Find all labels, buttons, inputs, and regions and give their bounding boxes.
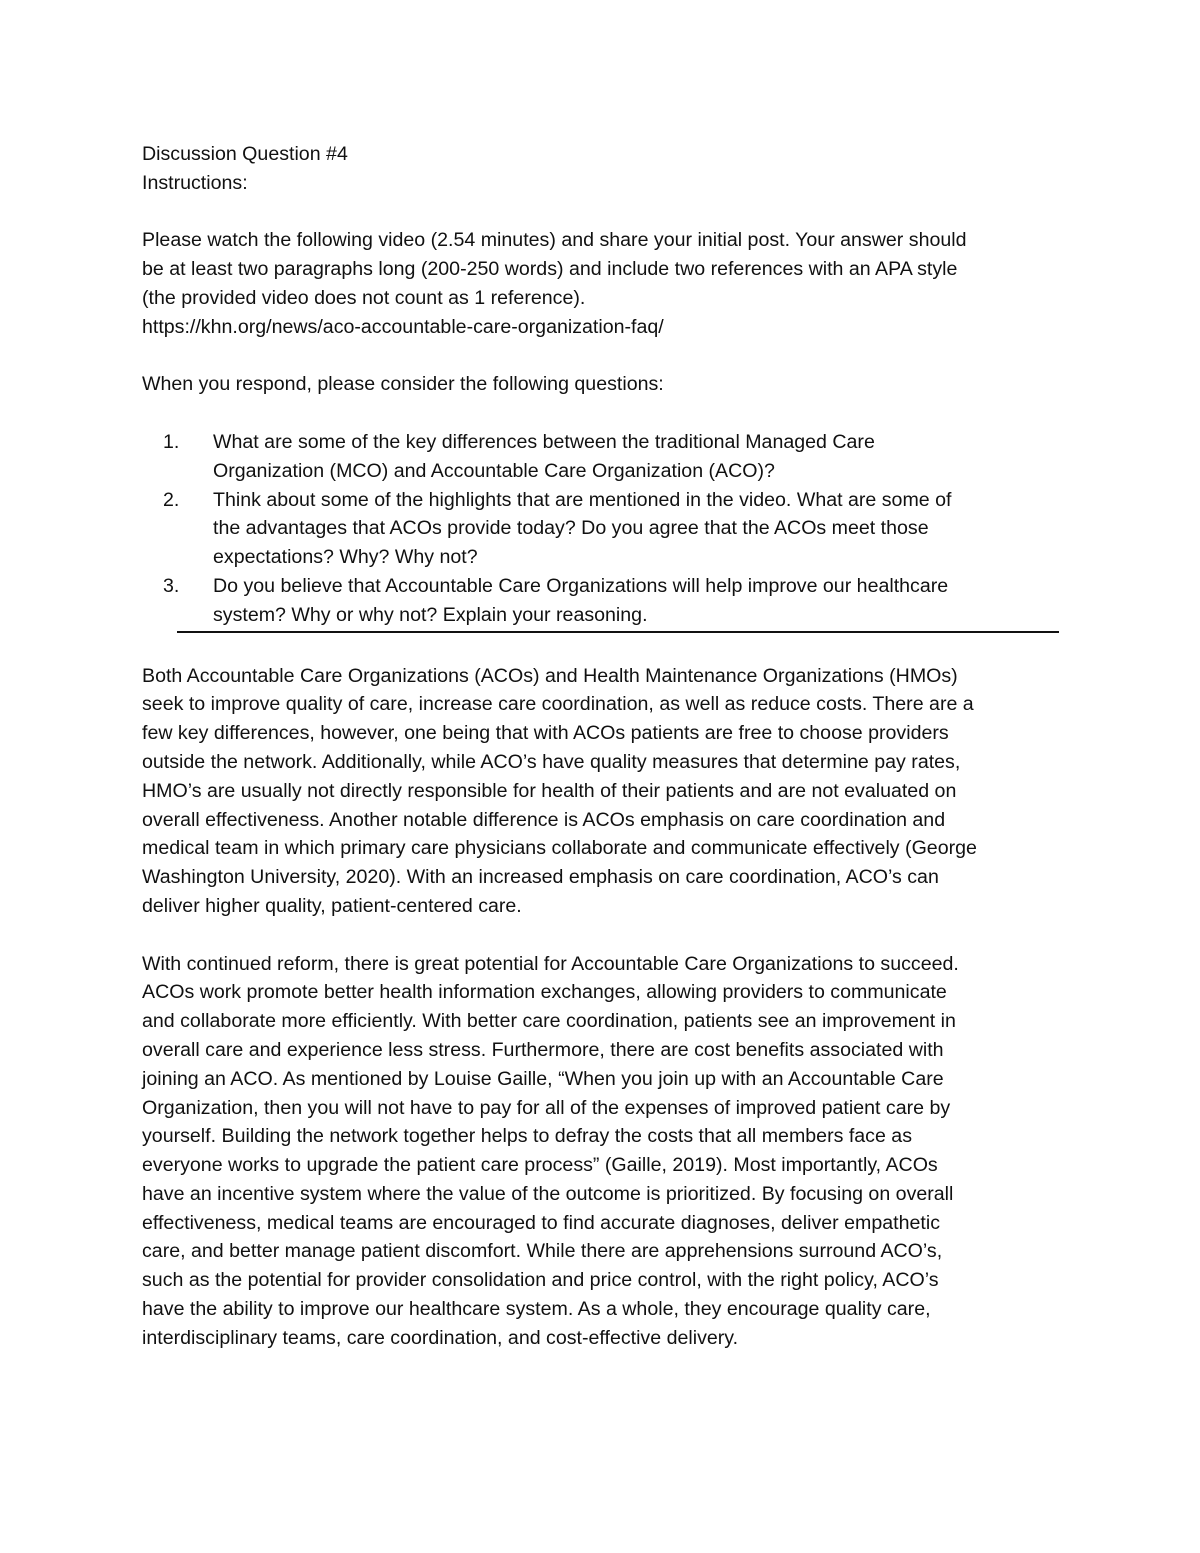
document-page	[142, 140, 1062, 1353]
answer-line: Organization, then you will not have to pay for all of the expenses of improved patient care by	[142, 1096, 951, 1119]
answer-paragraph-2	[142, 950, 1062, 1353]
answer-line: Both Accountable Care Organizations (ACOs) and Health Maintenance Organizations (HMOs)	[142, 664, 958, 687]
list-item	[142, 428, 1062, 486]
question-list	[142, 428, 1062, 630]
blank-line	[142, 921, 1062, 950]
question-line: Think about some of the highlights that are mentioned in the video. What are some of	[213, 488, 952, 511]
list-item	[142, 486, 1062, 572]
answer-line: everyone works to upgrade the patient care process” (Gaille, 2019). Most importantly, ACOs	[142, 1154, 938, 1177]
answer-paragraph-1	[142, 662, 1062, 921]
blank-line	[142, 342, 1062, 371]
answer-line: overall care and experience less stress. Furthermore, there are cost benefits associated with	[142, 1038, 944, 1061]
question-line: Organization (MCO) and Accountable Care Organization (ACO)?	[213, 459, 775, 482]
list-item	[142, 572, 1062, 630]
list-number: 3.	[163, 574, 180, 597]
prompt-line: Please watch the following video (2.54 minutes) and share your initial post. Your answer should	[142, 229, 967, 252]
answer-line: yourself. Building the network together helps to defray the costs that all members face as	[142, 1125, 913, 1148]
blank-line	[142, 198, 1062, 227]
question-line: Do you believe that Accountable Care Organizations will help improve our healthcare	[213, 574, 949, 597]
prompt-line: (the provided video does not count as 1 reference).	[142, 286, 586, 309]
answer-line: such as the potential for provider consolidation and price control, with the right policy, ACO’s	[142, 1269, 939, 1292]
answer-line: care, and better manage patient discomfort. While there are apprehensions surround ACO’s,	[142, 1240, 943, 1263]
prompt-line: be at least two paragraphs long (200-250 words) and include two references with an APA style	[142, 258, 958, 281]
question-line: expectations? Why? Why not?	[213, 546, 478, 569]
question-line: the advantages that ACOs provide today? Do you agree that the ACOs meet those	[213, 517, 929, 540]
answer-line: deliver higher quality, patient-centered care.	[142, 894, 522, 917]
consider-intro: When you respond, please consider the following questions:	[142, 373, 664, 396]
answer-line: Washington University, 2020). With an increased emphasis on care coordination, ACO’s can	[142, 866, 939, 889]
list-number: 2.	[163, 488, 180, 511]
question-line: What are some of the key differences between the traditional Managed Care	[213, 430, 875, 453]
answer-line: and collaborate more efficiently. With better care coordination, patients see an improvement in	[142, 1010, 956, 1033]
question-line: system? Why or why not? Explain your reasoning.	[213, 603, 648, 626]
answer-line: have an incentive system where the value of the outcome is prioritized. By focusing on overall	[142, 1182, 954, 1205]
document-title: Discussion Question #4	[142, 143, 348, 165]
video-url: https://khn.org/news/aco-accountable-care-organization-faq/	[142, 315, 664, 338]
answer-line: effectiveness, medical teams are encouraged to find accurate diagnoses, deliver empathetic	[142, 1211, 940, 1234]
list-number: 1.	[163, 430, 180, 453]
answer-line: medical team in which primary care physicians collaborate and communicate effectively (George	[142, 837, 977, 860]
answer-line: seek to improve quality of care, increase care coordination, as well as reduce costs. There are a	[142, 693, 974, 716]
answer-line: outside the network. Additionally, while ACO’s have quality measures that determine pay rates,	[142, 750, 961, 773]
prompt-paragraph	[142, 226, 1062, 341]
answer-line: joining an ACO. As mentioned by Louise Gaille, “When you join up with an Accountable Care	[142, 1067, 944, 1090]
answer-line: HMO’s are usually not directly responsible for health of their patients and are not evaluated on	[142, 779, 957, 802]
answer-line: overall effectiveness. Another notable difference is ACOs emphasis on care coordination and	[142, 808, 946, 831]
blank-line	[142, 399, 1062, 428]
answer-line: have the ability to improve our healthcare system. As a whole, they encourage quality care,	[142, 1298, 931, 1321]
answer-line: With continued reform, there is great potential for Accountable Care Organizations to succeed.	[142, 952, 959, 975]
answer-line: few key differences, however, one being that with ACOs patients are free to choose providers	[142, 722, 949, 745]
answer-line: ACOs work promote better health information exchanges, allowing providers to communicate	[142, 981, 947, 1004]
answer-line: interdisciplinary teams, care coordination, and cost-effective delivery.	[142, 1326, 739, 1349]
instructions-label: Instructions:	[142, 171, 248, 194]
blank-line	[142, 633, 1062, 662]
